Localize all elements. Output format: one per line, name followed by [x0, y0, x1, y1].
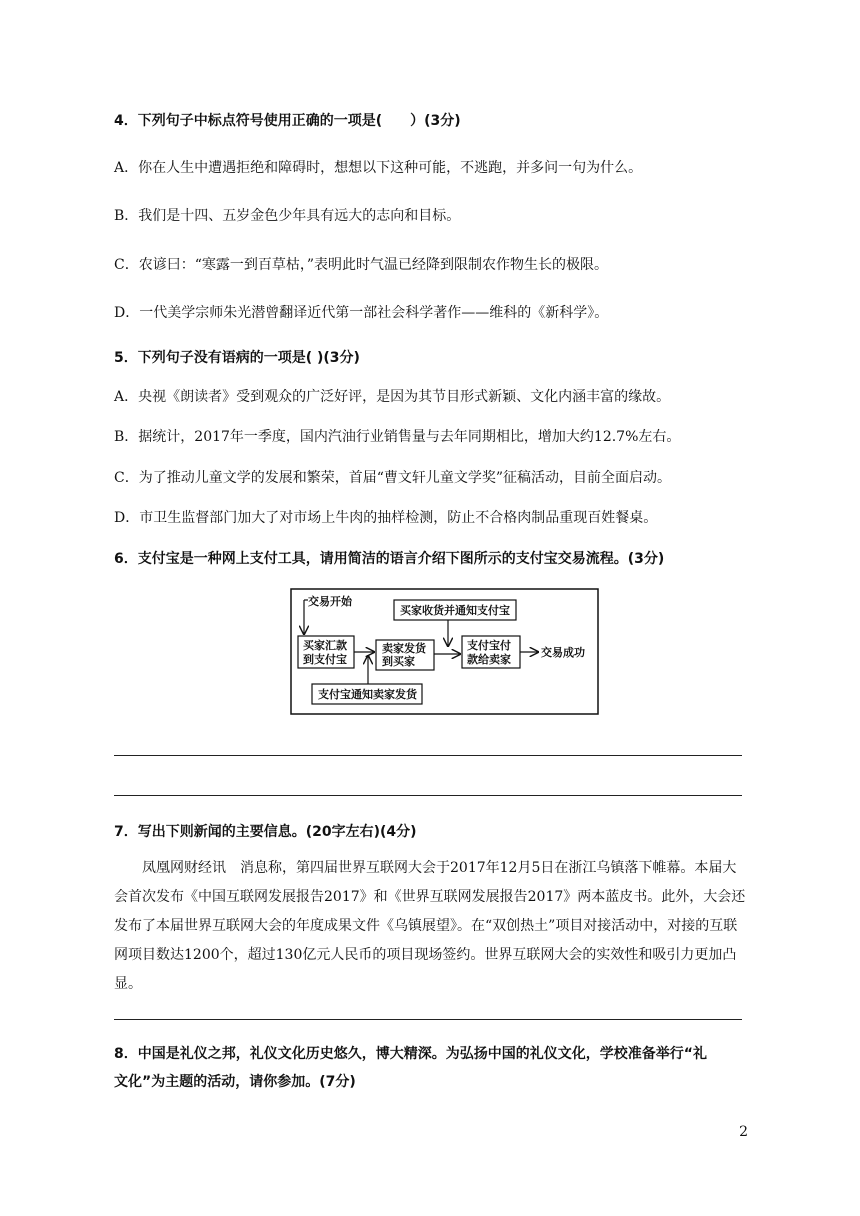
question-6-title: 6．支付宝是一种网上支付工具，请用简洁的语言介绍下图所示的支付宝交易流程。(3分) — [114, 551, 665, 567]
question-4-title: 4．下列句子中标点符号使用正确的一项是( ）(3分) — [114, 113, 461, 129]
flow-start-label: 交易开始 — [308, 595, 352, 608]
answer-line-q6-2 — [114, 795, 742, 796]
flow-box1-line2: 到支付宝 — [303, 653, 347, 666]
question-5-title: 5．下列句子没有语病的一项是( )(3分) — [114, 350, 360, 366]
q5-option-b: B．据统计，2017年一季度，国内汽油行业销售量与去年同期相比，增加大约12.7%左右。 — [114, 429, 681, 445]
answer-line-q7 — [114, 1019, 742, 1020]
q5-option-c: C．为了推动儿童文学的发展和繁荣，首届“曹文轩儿童文学奖”征稿活动，目前全面启动。 — [114, 470, 672, 486]
q5-option-a: A．央视《朗读者》受到观众的广泛好评，是因为其节目形式新颖、文化内涵丰富的缘故。 — [114, 389, 671, 405]
flow-bottom-box-label: 支付宝通知卖家发货 — [318, 688, 417, 701]
answer-line-q6-1 — [114, 755, 742, 756]
flow-box3-line2: 款给卖家 — [467, 653, 511, 666]
q4-option-b: B．我们是十四、五岁金色少年具有远大的志向和目标。 — [114, 208, 461, 224]
question-8-title-line2: 文化”为主题的活动，请你参加。(7分) — [114, 1074, 356, 1090]
q4-option-d: D．一代美学宗师朱光潜曾翻译近代第一部社会科学著作——维科的《新科学》。 — [114, 305, 609, 321]
news-paragraph: 凤凰网财经讯 消息称，第四届世界互联网大会于2017年12月5日在浙江乌镇落下帷幕。本届大会首次发布《中国互联网发展报告2017》和《世界互联网发展报告2017》两本蓝皮书。此外，大会还发布了本届世界互联网大会的年度成果文件《乌镇展望》。在“双创热土”项目对接活动中，对接的互联网项目数达1200个，超过130亿元人民币的项目现场签约。世界互联网大会的实效性和吸引力更加凸显。 — [114, 860, 746, 992]
alipay-flow-diagram — [290, 588, 600, 716]
page-number: 2 — [739, 1124, 748, 1140]
flow-box2-line1: 卖家发货 — [382, 642, 426, 655]
flow-box3-line1: 支付宝付 — [467, 639, 511, 652]
question-7-title: 7．写出下则新闻的主要信息。(20字左右)(4分) — [114, 824, 417, 840]
q5-option-d: D．市卫生监督部门加大了对市场上牛肉的抽样检测，防止不合格肉制品重现百姓餐桌。 — [114, 510, 658, 526]
q4-option-a: A．你在人生中遭遇拒绝和障碍时，想想以下这种可能，不逃跑，并多问一句为什么。 — [114, 160, 643, 176]
flow-box1-line1: 买家汇款 — [303, 639, 347, 652]
flow-end-label: 交易成功 — [541, 646, 585, 659]
question-8-title-line1: 8．中国是礼仪之邦，礼仪文化历史悠久，博大精深。为弘扬中国的礼仪文化，学校准备举行“礼 — [114, 1046, 707, 1062]
flow-box2-line2: 到买家 — [382, 655, 415, 668]
flow-top-box-label: 买家收货并通知支付宝 — [400, 604, 510, 617]
q4-option-c: C．农谚曰：“寒露一到百草枯，”表明此时气温已经降到限制农作物生长的极限。 — [114, 257, 609, 273]
